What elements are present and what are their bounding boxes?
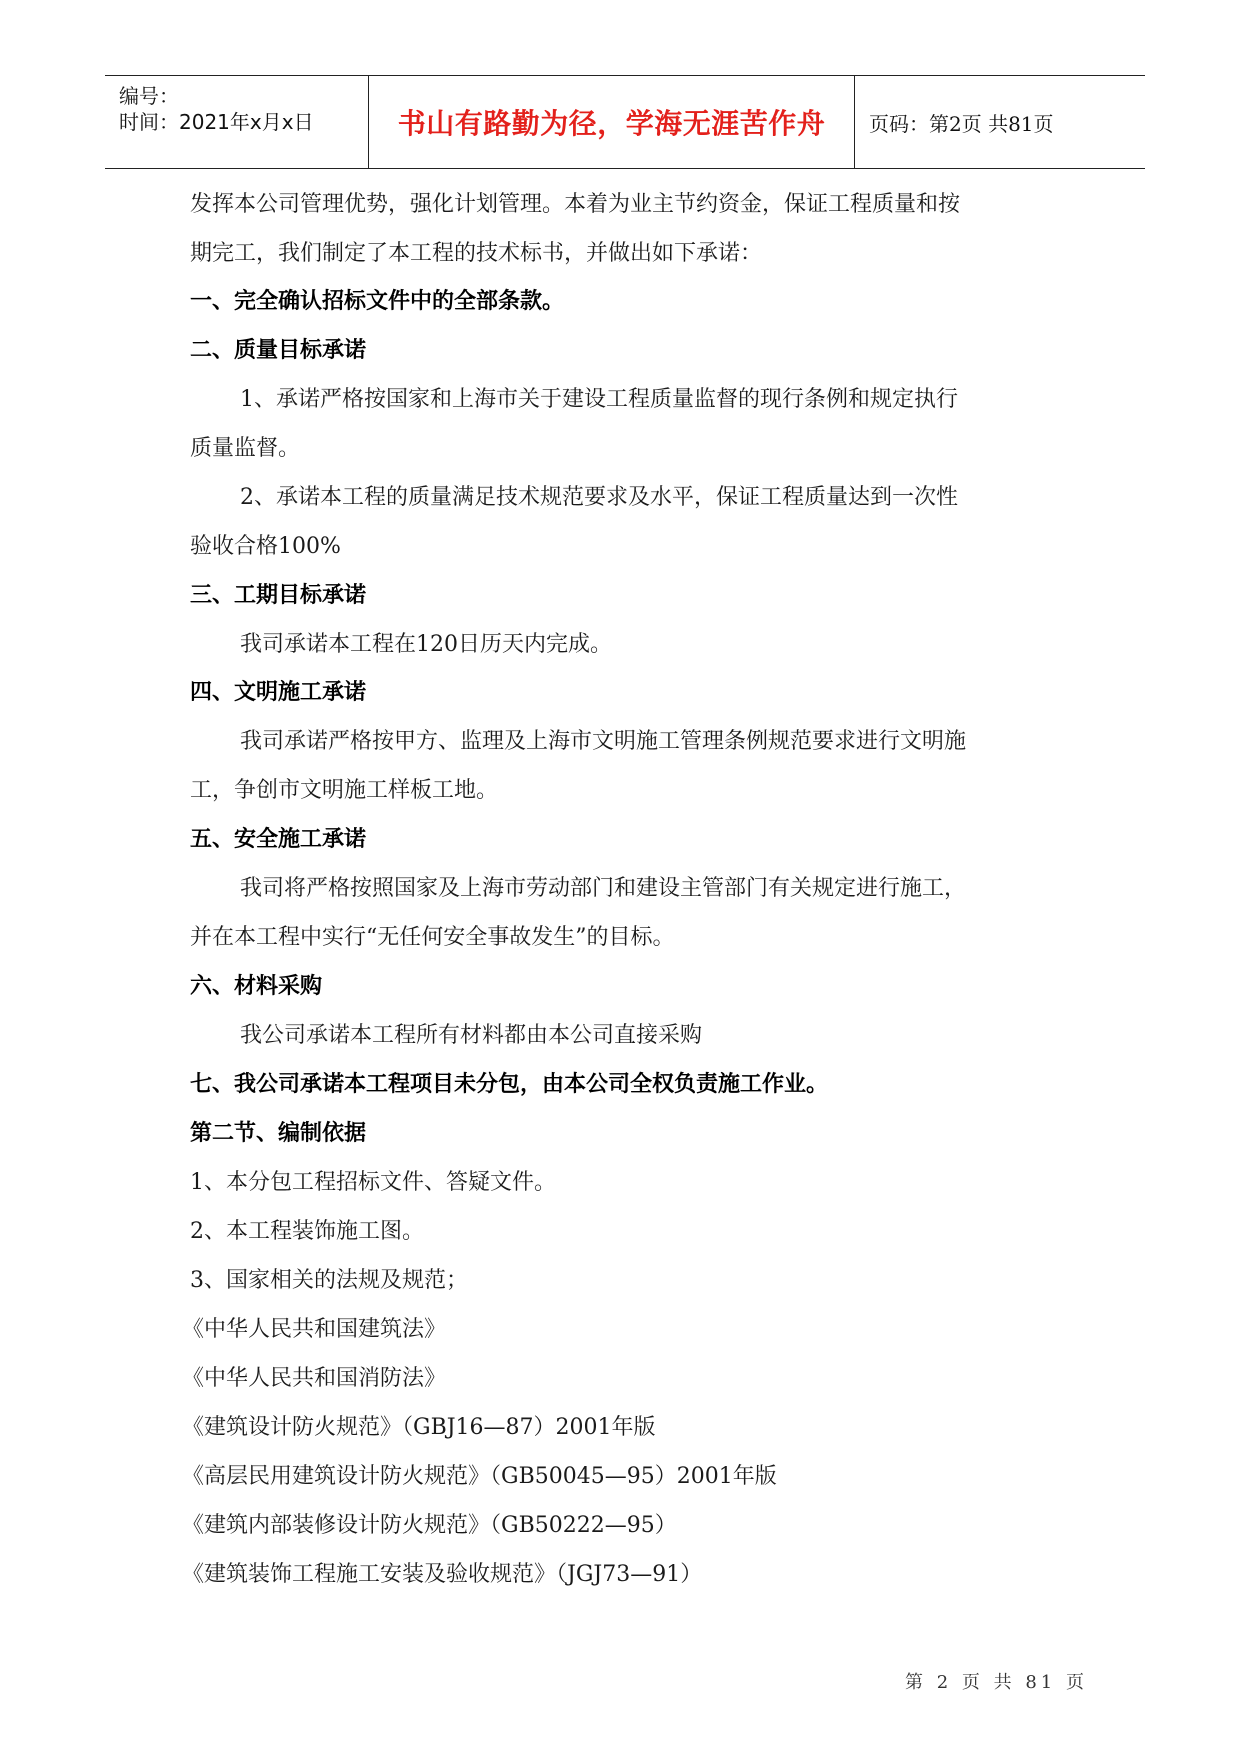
section-heading: 五、安全施工承诺	[190, 827, 367, 852]
regulation-item: 《建筑设计防火规范》（GBJ16—87）2001年版	[182, 1415, 656, 1440]
regulation-item: 《高层民用建筑设计防火规范》（GB50045—95）2001年版	[182, 1464, 777, 1489]
section-heading: 第二节、编制依据	[190, 1121, 367, 1146]
regulation-item: 《中华人民共和国建筑法》	[182, 1317, 447, 1342]
header-page-cell	[855, 76, 1145, 168]
section-heading: 六、材料采购	[190, 974, 323, 999]
section-heading: 一、完全确认招标文件中的全部条款。	[190, 289, 565, 314]
regulation-item: 《中华人民共和国消防法》	[182, 1366, 447, 1391]
paragraph-line: 期完工，我们制定了本工程的技术标书，并做出如下承诺：	[190, 241, 763, 266]
regulation-item: 《建筑装饰工程施工安装及验收规范》（JGJ73—91）	[182, 1562, 703, 1587]
section-heading: 三、工期目标承诺	[190, 583, 367, 608]
paragraph-line: 质量监督。	[190, 436, 301, 461]
list-item: 2、本工程装饰施工图。	[190, 1219, 424, 1244]
paragraph-line: 我公司承诺本工程所有材料都由本公司直接采购	[240, 1023, 703, 1048]
header-motto-cell	[369, 76, 855, 168]
time-label: 时间：2021年x月x日	[119, 110, 314, 134]
section-heading: 四、文明施工承诺	[190, 680, 367, 705]
regulation-item: 《建筑内部装修设计防火规范》（GB50222—95）	[182, 1513, 677, 1538]
paragraph-line: 我司承诺本工程在120日历天内完成。	[240, 632, 612, 657]
section-heading: 二、质量目标承诺	[190, 338, 367, 363]
page-footer: 第 2 页 共 81 页	[905, 1672, 1088, 1693]
paragraph-line: 验收合格100%	[190, 534, 341, 559]
paragraph-line: 我司承诺严格按甲方、监理及上海市文明施工管理条例规范要求进行文明施	[240, 729, 967, 754]
section-heading: 七、我公司承诺本工程项目未分包，由本公司全权负责施工作业。	[190, 1072, 829, 1097]
paragraph-line: 并在本工程中实行“无任何安全事故发生”的目标。	[190, 925, 675, 950]
paragraph-line: 1、承诺严格按国家和上海市关于建设工程质量监督的现行条例和规定执行	[240, 387, 958, 412]
paragraph-line: 工，争创市文明施工样板工地。	[190, 778, 499, 803]
paragraph-line: 发挥本公司管理优势，强化计划管理。本着为业主节约资金，保证工程质量和按	[190, 192, 961, 217]
document-header	[105, 75, 1145, 169]
list-item: 1、本分包工程招标文件、答疑文件。	[190, 1170, 556, 1195]
paragraph-line: 我司将严格按照国家及上海市劳动部门和建设主管部门有关规定进行施工，	[240, 876, 967, 901]
number-label: 编号：	[119, 84, 179, 108]
paragraph-line: 2、承诺本工程的质量满足技术规范要求及水平，保证工程质量达到一次性	[240, 485, 958, 510]
motto-text: 书山有路勤为径，学海无涯苦作舟	[397, 107, 826, 140]
header-meta-cell	[105, 76, 369, 168]
header-page-info: 页码：第2页 共81页	[869, 111, 1054, 136]
list-item: 3、国家相关的法规及规范；	[190, 1268, 468, 1293]
